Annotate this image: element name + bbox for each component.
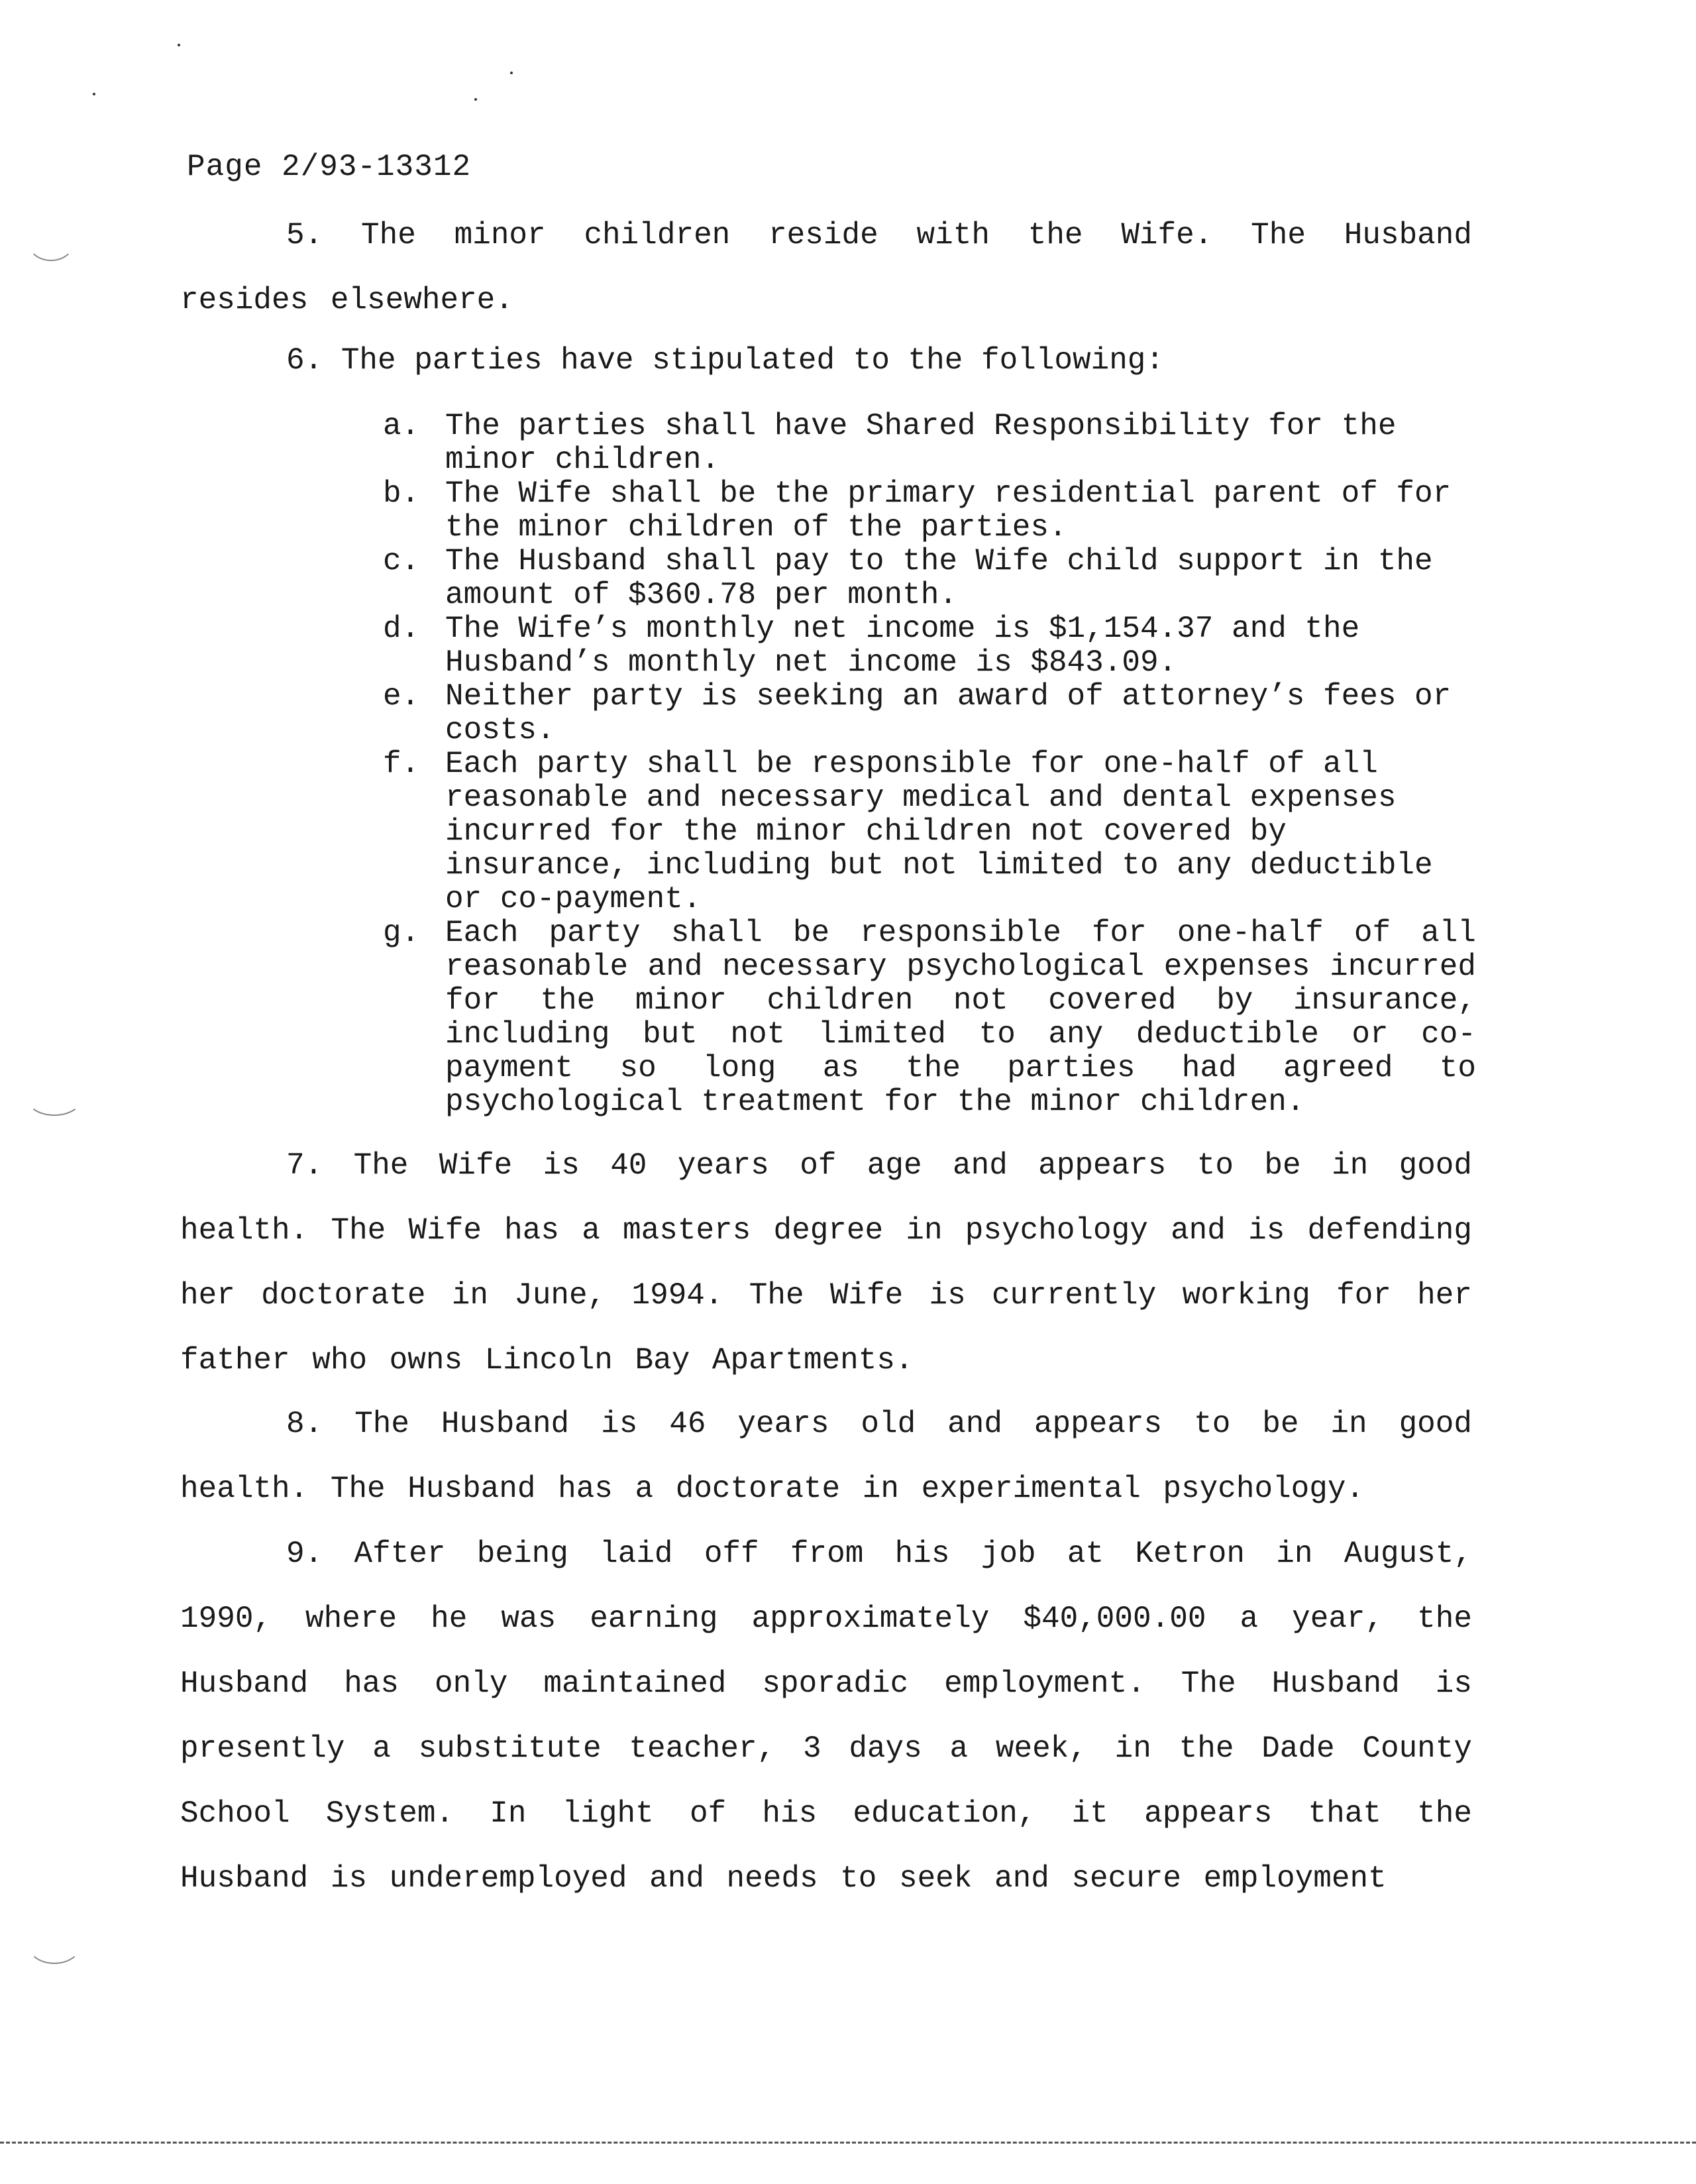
stipulation-text: The Wife’s monthly net income is $1,154.37 and the Husband’s monthly net income is $843.09. [445, 612, 1360, 680]
stipulation-label: e. [383, 679, 420, 714]
stipulation-item [383, 545, 1476, 612]
scan-speck [510, 72, 513, 74]
stipulation-item [383, 612, 1476, 680]
stipulation-item [383, 916, 1476, 1119]
stipulation-item [383, 410, 1476, 477]
scan-edge-mark [26, 219, 76, 261]
stipulation-text: The parties shall have Shared Responsibility for the minor children. [445, 409, 1397, 477]
stipulation-text: The Wife shall be the primary residential parent of for the minor children of the parties. [445, 476, 1452, 545]
scan-edge-mark [26, 1922, 82, 1964]
stipulation-label: a. [383, 409, 420, 443]
paragraph-8: 8. The Husband is 46 years old and appears to be in good health. The Husband has a doctorate in experimental psychology. [180, 1407, 1472, 1506]
stipulation-text: Each party shall be responsible for one-half of all reasonable and necessary medical and dental expenses incurred for the minor children not covered by insurance, including but not limited to any deductible or co-payment. [445, 747, 1433, 916]
stipulation-label: f. [383, 747, 420, 781]
stipulation-item [383, 477, 1476, 545]
stipulation-text: Neither party is seeking an award of attorney’s fees or costs. [445, 679, 1452, 747]
page-header: Page 2/93-13312 [187, 150, 472, 184]
scan-speck [178, 44, 180, 46]
paragraph-9: 9. After being laid off from his job at Ketron in August, 1990, where he was earning approximately $40,000.00 a year, the Husband has only maintained sporadic employment. The Husband is presently a substitute teacher, 3 days a week, in the Dade County School System. In light of his education, it appears that the Husband is underemployed and needs to seek and secure employment [180, 1537, 1472, 1896]
stipulation-label: c. [383, 544, 420, 578]
stipulation-item [383, 680, 1476, 747]
paragraph-7: 7. The Wife is 40 years of age and appears to be in good health. The Wife has a masters degree in psychology and is defending her doctorate in June, 1994. The Wife is currently working for her father who owns Lincoln Bay Apartments. [180, 1148, 1472, 1378]
stipulation-label: g. [383, 916, 420, 950]
scan-speck [474, 98, 477, 101]
page-bottom-rule [0, 2142, 1696, 2144]
scan-edge-mark [26, 1080, 82, 1116]
stipulation-label: b. [383, 476, 420, 511]
stipulation-item [383, 747, 1476, 916]
stipulation-label: d. [383, 612, 420, 646]
scan-speck [93, 93, 95, 95]
paragraph-5: 5. The minor children reside with the Wife. The Husband resides elsewhere. [180, 218, 1472, 317]
stipulation-list [383, 410, 1476, 1119]
paragraph-6-intro: 6. The parties have stipulated to the following: [286, 343, 1165, 378]
stipulation-text: The Husband shall pay to the Wife child support in the amount of $360.78 per month. [445, 544, 1433, 612]
stipulation-text: Each party shall be responsible for one-half of all reasonable and necessary psychological expenses incurred for the minor children not covered by insurance, including but not limited to any deductible or co-payment so long as the parties had agreed to psychological treatment for the minor children. [445, 916, 1476, 1119]
